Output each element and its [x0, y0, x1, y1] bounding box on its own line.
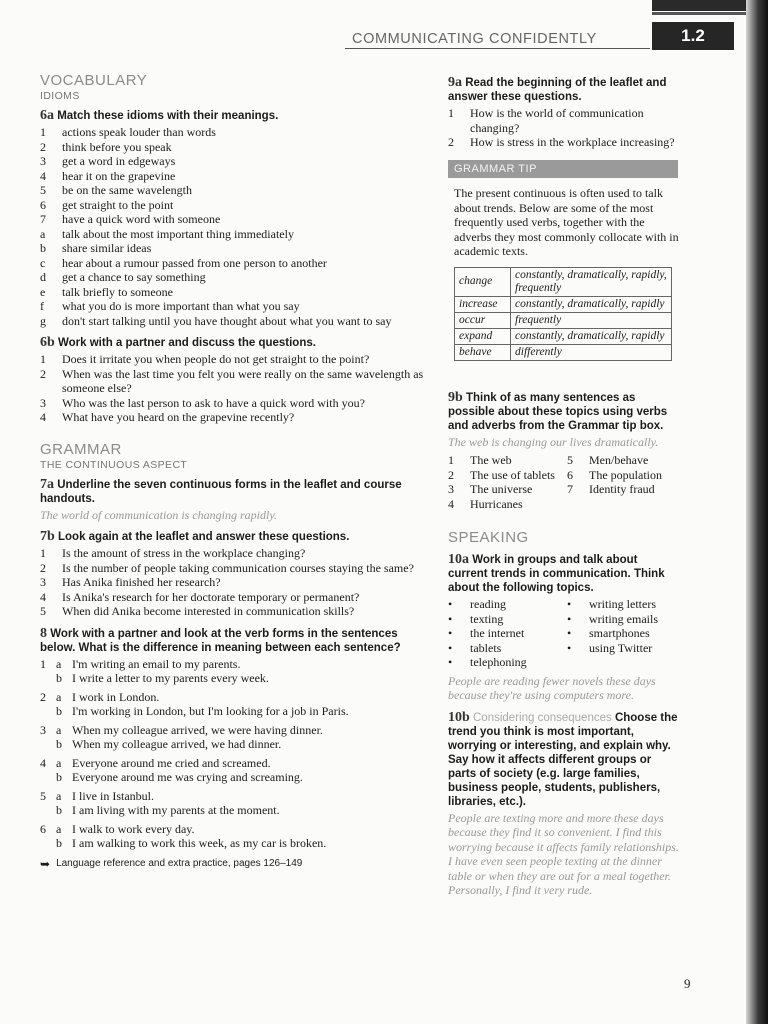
idiom-list: [40, 125, 435, 227]
sentence-b: b I'm working in London, but I'm looking for a job in Paris.: [56, 704, 349, 718]
table-row: [455, 267, 672, 296]
adverb-cell: constantly, dramatically, rapidly: [511, 328, 672, 344]
meaning-list: [40, 227, 435, 329]
item-number: c: [40, 255, 46, 270]
idiom-item: [40, 183, 435, 198]
topic-bullet: [567, 626, 680, 641]
page-number: 9: [684, 976, 691, 991]
exercise-9a-list: [448, 106, 680, 150]
item-number: f: [40, 299, 44, 313]
topic-bullet: [448, 597, 561, 612]
table-row: [455, 344, 672, 360]
adverb-cell: differently: [511, 344, 672, 360]
exercise-10a-topics: [448, 597, 680, 670]
right-column: [448, 76, 680, 902]
sentence-b: b I am living with my parents at the moment.: [56, 803, 280, 817]
item-text: Identity fraud: [589, 482, 655, 496]
bullet-icon: •: [567, 626, 572, 640]
exercise-7a-heading: 7a Underline the seven continuous forms in the leaflet and course handouts.: [40, 476, 402, 505]
item-number: 3: [448, 482, 454, 496]
item-number: 3: [40, 154, 46, 168]
meaning-item: [40, 256, 435, 271]
exercise-10b-heading: 10b Considering consequences Choose the trend you think is most important, worrying or interesting, and explain why. Say how it affects different groups or parts of society (e.g. large families, business people, students, publishers, libraries, etc.).: [448, 709, 678, 808]
item-text: what you do is more important than what you say: [62, 299, 300, 313]
exercise-8-list: [40, 657, 435, 851]
item-text: When did Anika become interested in communication skills?: [62, 604, 355, 618]
topic-item: [567, 482, 680, 497]
bullet-icon: •: [448, 626, 453, 640]
adverb-cell: frequently: [511, 312, 672, 328]
idiom-item: [40, 154, 435, 169]
bullet-text: reading: [470, 597, 506, 611]
item-text: don't start talking until you have thought about what you want to say: [62, 313, 392, 328]
adverb-cell: constantly, dramatically, rapidly, frequently: [511, 267, 672, 296]
item-text: actions speak louder than words: [62, 125, 216, 139]
grammar-tip-text: The present continuous is often used to talk about trends. Below are some of the most frequently used verbs, together with the adverbs they most commonly collocate with in academic texts.: [454, 186, 679, 258]
sentence-a: 2 a I work in London.: [40, 689, 160, 704]
item-text: talk about the most important thing immediately: [62, 226, 294, 241]
exercise-9b-topics: [448, 453, 680, 511]
item-number: d: [40, 270, 46, 284]
item-text: be on the same wavelength: [62, 183, 192, 197]
topic-bullet: [448, 626, 561, 641]
adverb-cell: constantly, dramatically, rapidly: [511, 296, 672, 312]
vocabulary-subtitle: IDIOMS: [40, 90, 80, 102]
topic-item: [567, 468, 680, 483]
sentence-a: 6 a I walk to work every day.: [40, 821, 195, 836]
item-number: 3: [40, 395, 46, 410]
exercise-6b-list: [40, 352, 435, 425]
bullet-text: smartphones: [589, 626, 650, 640]
item-text: How is the world of communication changing?: [470, 106, 644, 135]
meaning-item: [40, 314, 435, 329]
item-number: 1: [40, 546, 46, 560]
item-number: 7: [567, 482, 573, 496]
bullet-text: telephoning: [470, 655, 527, 669]
topic-bullet: [448, 641, 561, 656]
verb-cell: occur: [455, 312, 511, 328]
item-text: The web: [470, 453, 512, 467]
item-text: How is stress in the workplace increasing?: [470, 135, 675, 149]
bullet-icon: •: [567, 611, 572, 626]
bullet-text: the internet: [470, 626, 525, 640]
question-item: [40, 352, 435, 367]
bullet-text: texting: [470, 611, 504, 626]
grammar-subtitle: THE CONTINUOUS ASPECT: [40, 458, 188, 471]
table-row: [455, 296, 672, 312]
item-number: g: [40, 313, 46, 328]
item-number: 2: [448, 135, 454, 149]
sentence-pair: [40, 789, 435, 818]
verb-cell: expand: [455, 328, 511, 344]
item-number: 2: [40, 139, 46, 154]
meaning-item: [40, 227, 435, 242]
sentence-pair: [40, 723, 435, 752]
item-text: The population: [589, 467, 662, 482]
item-number: 4: [40, 410, 46, 424]
meaning-item: [40, 299, 435, 314]
bullet-icon: •: [448, 597, 453, 611]
question-item: [40, 396, 435, 411]
topic-item: [448, 453, 561, 468]
item-number: 5: [40, 183, 46, 197]
topic-bullet: [448, 655, 561, 670]
bullet-icon: •: [448, 655, 453, 669]
verb-cell: change: [455, 267, 511, 296]
question-item: [40, 546, 435, 561]
item-text: The universe: [470, 482, 533, 496]
sentence-b: b I am walking to work this week, as my car is broken.: [56, 836, 327, 850]
item-text: Is the number of people taking communication courses staying the same?: [62, 560, 414, 575]
item-text: What have you heard on the grapevine recently?: [62, 410, 295, 424]
bullet-icon: •: [567, 597, 572, 611]
exercise-7b-list: [40, 546, 435, 619]
topic-bullet: [567, 597, 680, 612]
item-number: 5: [40, 604, 46, 618]
sentence-pair: [40, 822, 435, 851]
item-number: 4: [40, 589, 46, 604]
question-item: [448, 135, 680, 150]
header-dark-bar: [652, 0, 748, 11]
book-spine-shadow: [746, 0, 768, 1024]
arrow-right-icon: ➥: [40, 856, 51, 871]
item-text: have a quick word with someone: [62, 212, 221, 226]
idiom-item: [40, 125, 435, 140]
header-dark-strip: [652, 12, 748, 15]
grammar-tip-title: GRAMMAR TIP: [448, 160, 678, 179]
exercise-6b-heading: 6b Work with a partner and discuss the questions.: [40, 335, 316, 350]
verb-cell: behave: [455, 344, 511, 360]
item-number: 1: [448, 106, 454, 120]
idiom-item: [40, 169, 435, 184]
table-row: [455, 328, 672, 344]
exercise-8-heading: 8 Work with a partner and look at the verb forms in the sentences below. What is the difference in meaning between each sentence?: [40, 625, 401, 654]
item-number: 2: [448, 467, 454, 482]
idiom-item: [40, 212, 435, 227]
question-item: [40, 590, 435, 605]
item-number: 3: [40, 575, 46, 589]
topic-bullet: [567, 612, 680, 627]
item-text: hear about a rumour passed from one person to another: [62, 255, 327, 270]
question-item: [40, 561, 435, 576]
exercise-6a-heading: 6a Match these idioms with their meanings.: [40, 108, 279, 123]
idiom-item: [40, 198, 435, 213]
item-text: share similar ideas: [62, 241, 152, 255]
question-item: [40, 410, 435, 425]
item-number: 1: [40, 125, 46, 139]
sentence-pair: [40, 756, 435, 785]
exercise-10a-example: People are reading fewer novels these days because they're using computers more.: [448, 673, 656, 702]
topic-bullet: [567, 641, 680, 656]
item-text: The use of tablets: [470, 467, 555, 482]
left-column: [40, 72, 435, 871]
topic-item: [448, 468, 561, 483]
item-number: b: [40, 241, 46, 255]
exercise-9b-example: The web is changing our lives dramatically.: [448, 434, 659, 449]
item-number: 2: [40, 366, 46, 381]
exercise-10b-example: People are texting more and more these days because they find it so convenient. I find this worrying because it affects family relationships. I have even seen people texting at the dinner table or when they are out for a meal together. Personally, I find it very rude.: [448, 810, 679, 897]
exercise-10a-heading: 10a Work in groups and talk about current trends in communication. Think about the following topics.: [448, 552, 665, 594]
exercise-9a-heading: 9a Read the beginning of the leaflet and answer these questions.: [448, 75, 667, 103]
item-text: Men/behave: [589, 453, 649, 467]
topic-item: [567, 453, 680, 468]
exercise-9b-heading: 9b Think of as many sentences as possible about these topics using verbs and adverbs from the Grammar tip box.: [448, 389, 668, 432]
item-text: get a chance to say something: [62, 270, 206, 284]
item-text: hear it on the grapevine: [62, 168, 176, 183]
item-text: think before you speak: [62, 139, 172, 154]
section-title: COMMUNICATING CONFIDENTLY: [352, 31, 597, 47]
bullet-icon: •: [448, 611, 453, 626]
item-number: e: [40, 284, 46, 299]
item-number: 2: [40, 560, 46, 575]
table-row: [455, 312, 672, 328]
topic-item: [448, 482, 561, 497]
exercise-7a-example: The world of communication is changing rapidly.: [40, 507, 277, 522]
bullet-text: writing letters: [589, 597, 656, 611]
item-text: Is the amount of stress in the workplace changing?: [62, 546, 306, 560]
item-text: Hurricanes: [470, 496, 523, 511]
verb-adverb-table: [454, 267, 672, 361]
meaning-item: [40, 285, 435, 300]
meaning-item: [40, 270, 435, 285]
question-item: [40, 367, 435, 396]
topic-item: [448, 497, 561, 512]
idiom-item: [40, 140, 435, 155]
vocabulary-title: VOCABULARY: [40, 72, 148, 89]
bullet-text: writing emails: [589, 611, 658, 626]
unit-number-tab: 1.2: [652, 22, 734, 50]
speaking-title: SPEAKING: [448, 529, 529, 546]
item-number: 4: [448, 496, 454, 511]
item-number: 1: [448, 453, 454, 467]
sentence-pair: [40, 657, 435, 686]
sentence-pair: [40, 690, 435, 719]
item-text: get a word in edgeways: [62, 154, 176, 168]
item-text: get straight to the point: [62, 197, 174, 212]
meaning-item: [40, 241, 435, 256]
item-number: a: [40, 226, 46, 241]
header-rule: [345, 48, 650, 49]
verb-cell: increase: [455, 296, 511, 312]
bullet-icon: •: [567, 640, 572, 655]
item-text: Has Anika finished her research?: [62, 575, 221, 589]
question-item: [40, 604, 435, 619]
item-text: When was the last time you felt you were really on the same wavelength as someone else?: [62, 366, 424, 395]
question-item: [448, 106, 680, 135]
topic-bullet: [448, 612, 561, 627]
sentence-a: 5 a I live in Istanbul.: [40, 788, 154, 803]
sentence-a: 1 a I'm writing an email to my parents.: [40, 656, 241, 671]
item-text: Does it irritate you when people do not get straight to the point?: [62, 352, 370, 366]
sentence-b: b I write a letter to my parents every week.: [56, 671, 269, 685]
item-number: 4: [40, 168, 46, 183]
item-number: 7: [40, 212, 46, 226]
item-text: Is Anika's research for her doctorate temporary or permanent?: [62, 589, 360, 604]
item-number: 1: [40, 352, 46, 366]
question-item: [40, 575, 435, 590]
sentence-b: b When my colleague arrived, we had dinner.: [56, 737, 282, 751]
exercise-7b-heading: 7b Look again at the leaflet and answer these questions.: [40, 529, 350, 544]
grammar-title: GRAMMAR: [40, 440, 122, 458]
item-number: 6: [40, 197, 46, 212]
sentence-a: 3 a When my colleague arrived, we were having dinner.: [40, 722, 323, 737]
item-text: talk briefly to someone: [62, 284, 173, 299]
item-number: 5: [567, 453, 573, 467]
item-number: 6: [567, 467, 573, 482]
item-text: Who was the last person to ask to have a quick word with you?: [62, 395, 365, 410]
language-reference-link[interactable]: ➥ Language reference and extra practice, pages 126–149: [40, 856, 303, 871]
bullet-text: using Twitter: [589, 640, 653, 655]
bullet-icon: •: [448, 640, 453, 655]
sentence-b: b Everyone around me was crying and screaming.: [56, 770, 303, 784]
bullet-text: tablets: [470, 640, 502, 655]
sentence-a: 4 a Everyone around me cried and screamed.: [40, 755, 271, 770]
